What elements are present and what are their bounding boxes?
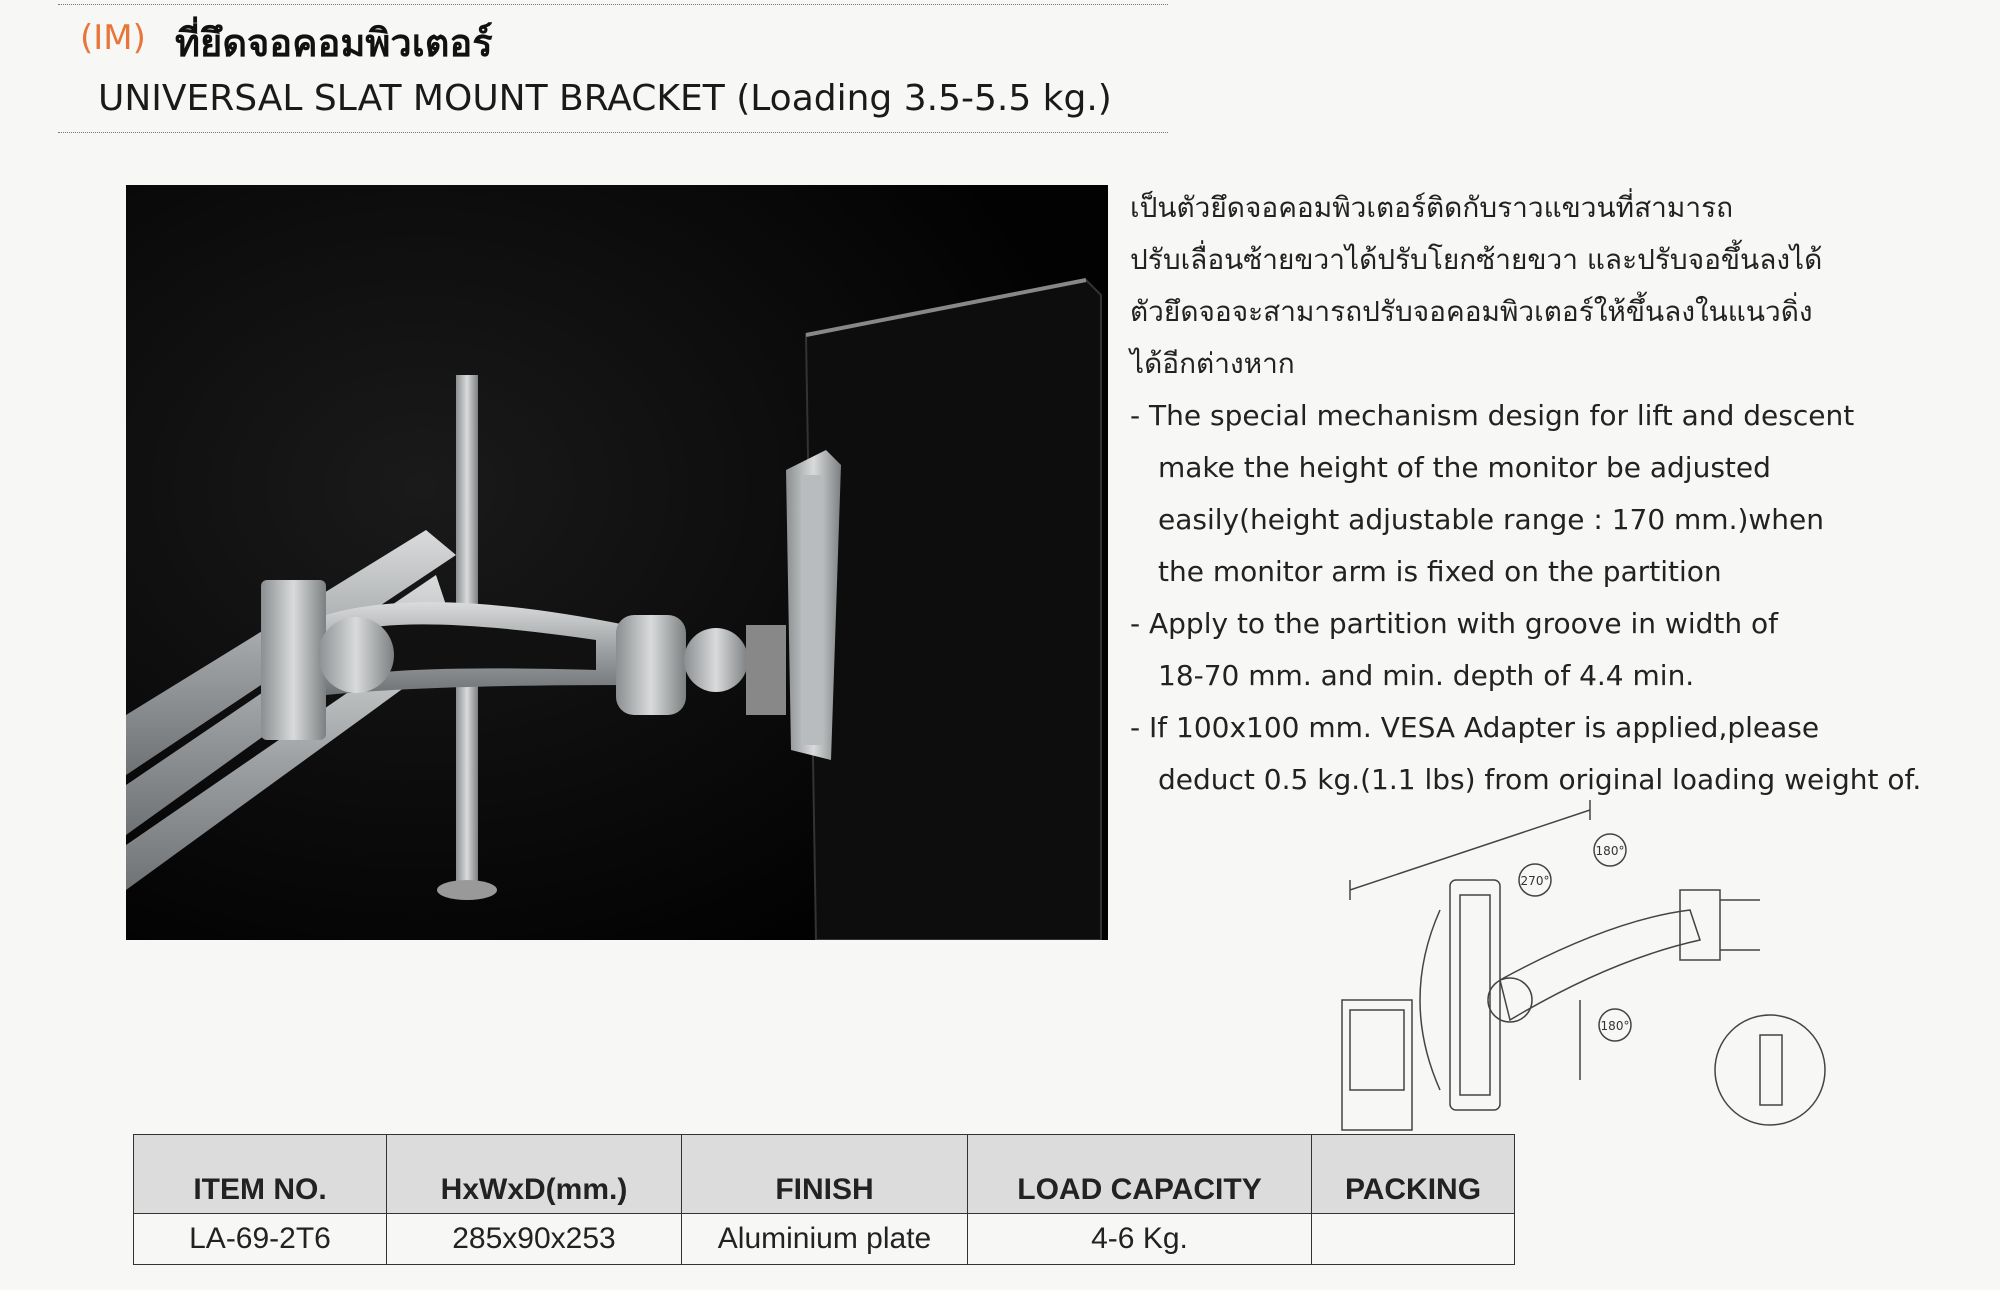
cell-dimensions: 285x90x253 <box>387 1214 682 1265</box>
feature-bullet-cont: 18-70 mm. and min. depth of 4.4 min. <box>1158 659 1695 692</box>
product-subtitle: UNIVERSAL SLAT MOUNT BRACKET (Loading 3.5-5.5 kg.) <box>98 78 1112 119</box>
rotation-label: 270° <box>1520 874 1550 888</box>
cell-load-capacity: 4-6 Kg. <box>968 1214 1312 1265</box>
thai-description-line: เป็นตัวยึดจอคอมพิวเตอร์ติดกับราวแขวนที่สามารถ <box>1130 191 1734 224</box>
technical-diagram <box>1330 800 1870 1160</box>
spec-table <box>133 1134 1515 1265</box>
cell-item-no: LA-69-2T6 <box>134 1214 387 1265</box>
rotation-label: 180° <box>1595 844 1625 858</box>
product-description <box>1130 182 1960 806</box>
top-divider <box>58 4 1168 5</box>
thai-description-line: ตัวยึดจอจะสามารถปรับจอคอมพิวเตอร์ให้ขึ้นลงในแนวดิ่ง <box>1130 295 1813 328</box>
product-photo <box>126 185 1108 940</box>
product-code: (IM) <box>80 18 146 58</box>
dimension-drawing <box>1330 800 1870 1160</box>
table-row <box>134 1214 1515 1265</box>
feature-bullet-cont: easily(height adjustable range : 170 mm.)when <box>1158 503 1825 536</box>
cell-packing <box>1312 1214 1515 1265</box>
header-packing: PACKING <box>1312 1135 1515 1214</box>
rotation-label: 180° <box>1600 1019 1630 1033</box>
feature-bullet-cont: make the height of the monitor be adjusted <box>1158 451 1771 484</box>
bracket-illustration <box>126 185 1108 940</box>
cell-finish: Aluminium plate <box>682 1214 968 1265</box>
product-title-thai: ที่ยึดจอคอมพิวเตอร์ <box>175 21 493 65</box>
header-finish: FINISH <box>682 1135 968 1214</box>
feature-bullet: - Apply to the partition with groove in width of <box>1130 607 1778 640</box>
table-header-row <box>134 1135 1515 1214</box>
thai-description-line: ได้อีกต่างหาก <box>1130 347 1295 380</box>
feature-bullet: - The special mechanism design for lift and descent <box>1130 399 1855 432</box>
thai-description-line: ปรับเลื่อนซ้ายขวาได้ปรับโยกซ้ายขวา และปรับจอขึ้นลงได้ <box>1130 243 1823 276</box>
feature-bullet-cont: deduct 0.5 kg.(1.1 lbs) from original loading weight of. <box>1158 763 1922 796</box>
header-dimensions: HxWxD(mm.) <box>387 1135 682 1214</box>
feature-bullet: - If 100x100 mm. VESA Adapter is applied,please <box>1130 711 1820 744</box>
header-load-capacity: LOAD CAPACITY <box>968 1135 1312 1214</box>
feature-bullet-cont: the monitor arm is fixed on the partition <box>1158 555 1722 588</box>
title-divider <box>58 132 1168 133</box>
header-item-no: ITEM NO. <box>134 1135 387 1214</box>
